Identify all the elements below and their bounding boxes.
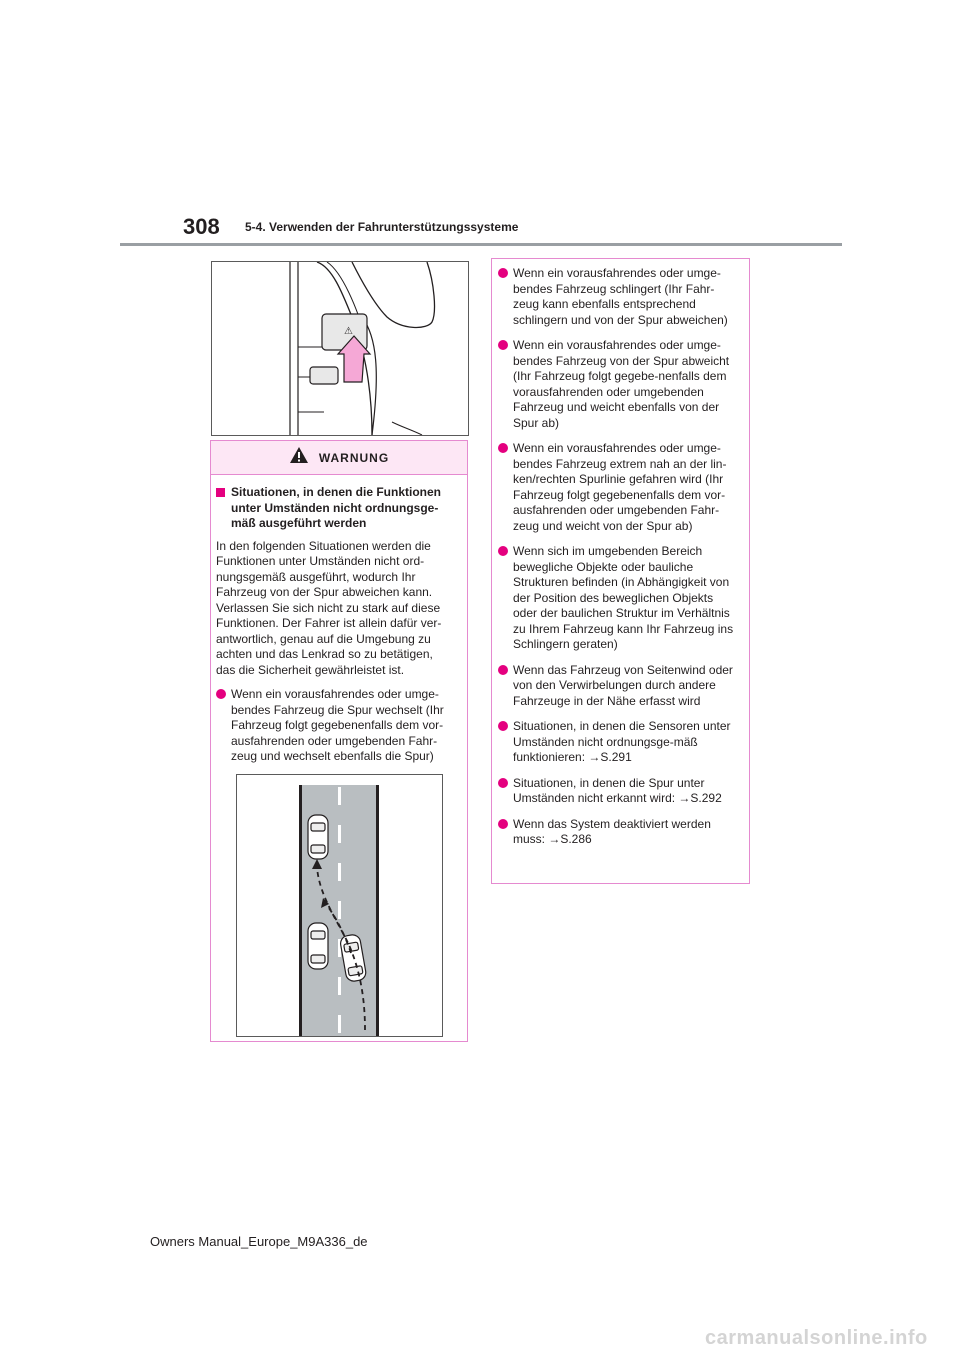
list-item-text: Situationen, in denen die Sensoren unter Umständen nicht ordnungsge-mäß funktionieren: →S.291 (513, 719, 731, 764)
bullet-dot-icon (498, 778, 508, 788)
steering-switch-illustration (211, 261, 469, 436)
bullet-dot-icon (498, 268, 508, 278)
warning-header (211, 441, 467, 475)
watermark: carmanualsonline.info (705, 1327, 928, 1349)
bullet-dot-icon (498, 340, 508, 350)
right-column-list (491, 258, 750, 884)
list-item-text: Wenn ein vorausfahrendes oder umge-bendes Fahrzeug die Spur wechselt (Ihr Fahrzeug folgt gegebenenfalls dem vor-ausfahrenden oder umgebenden Fahr-zeug und wechselt ebenfalls die Spur) (231, 687, 444, 763)
list-item (498, 776, 739, 807)
list-item (498, 544, 739, 653)
bullet-dot-icon (498, 819, 508, 829)
list-item (498, 266, 739, 328)
list-item (498, 441, 739, 534)
list-item (498, 663, 739, 710)
bullet-dot-icon (498, 665, 508, 675)
square-bullet-icon (216, 488, 225, 497)
bullet-dot-icon (498, 721, 508, 731)
page-number: 308 (183, 214, 220, 239)
header-rule (120, 243, 842, 246)
warning-triangle-icon (289, 446, 309, 469)
list-item (498, 817, 739, 848)
svg-text:⚠: ⚠ (344, 326, 353, 337)
list-item-text: Wenn sich im umgebenden Bereich bewegliche Objekte oder bauliche Strukturen befinden (in Abhängigkeit von der Position des beweglichen Objekts oder der baulichen Struktur im Verhältnis zu Ihrem Fahrzeug kann Ihr Fahrzeug ins Schlingern geraten) (513, 544, 734, 651)
bullet-dot-icon (498, 546, 508, 556)
list-item-text: Wenn ein vorausfahrendes oder umge-bendes Fahrzeug von der Spur abweicht (Ihr Fahrzeug folgt gegebe-nenfalls dem vorausfahrenden oder umgebenden Fahrzeug und weicht ebenfalls von der Spur ab) (513, 338, 730, 430)
warning-subheading-text: Situationen, in denen die Funktionen unter Umständen nicht ordnungsge-mäß ausgeführt werden (231, 485, 441, 530)
bullet-dot-icon (498, 443, 508, 453)
list-item-text: Wenn das System deaktiviert werden muss: →S.286 (513, 816, 711, 846)
warning-label: WARNUNG (318, 450, 390, 465)
bullet-dot-icon (216, 689, 226, 699)
list-item-text: Wenn ein vorausfahrendes oder umge-bendes Fahrzeug schlingert (Ihr Fahr-zeug kann ebenfalls entsprechend schlingern und von der Spur abweichen) (513, 266, 728, 327)
footer-text: Owners Manual_Europe_M9A336_de (150, 1234, 368, 1249)
list-item (216, 687, 455, 765)
warning-paragraph: In den folgenden Situationen werden die Funktionen unter Umständen nicht ord-nungsgemäß ausgeführt, wodurch Ihr Fahrzeug von der Spur abweichen kann. Verlassen Sie sich nicht zu stark auf diese Funktionen. Der Fahrer ist allein dafür ver-antwortlich, genau auf die Umgebung zu achten und das Lenkrad so zu betätigen, das die Sicherheit gewährleistet ist. (216, 538, 442, 677)
list-item-text: Wenn ein vorausfahrendes oder umge-bendes Fahrzeug extrem nah an der lin-ken/rechten Spurlinie gefahren wird (Ihr Fahrzeug folgt gegebenenfalls dem vor-ausfahrenden oder umgebenden Fahr-zeug und weicht von der Spur ab) (513, 441, 727, 533)
section-title: 5-4. Verwenden der Fahrunterstützungssysteme (245, 220, 519, 234)
list-item (498, 338, 739, 431)
warning-subheading (216, 485, 455, 532)
list-item-text: Situationen, in denen die Spur unter Umständen nicht erkannt wird: →S.292 (513, 775, 722, 805)
list-item-text: Wenn das Fahrzeug von Seitenwind oder von den Verwirbelungen durch andere Fahrzeuge in der Nähe erfasst wird (513, 662, 733, 708)
list-item (498, 719, 739, 766)
lane-change-illustration (236, 774, 443, 1037)
